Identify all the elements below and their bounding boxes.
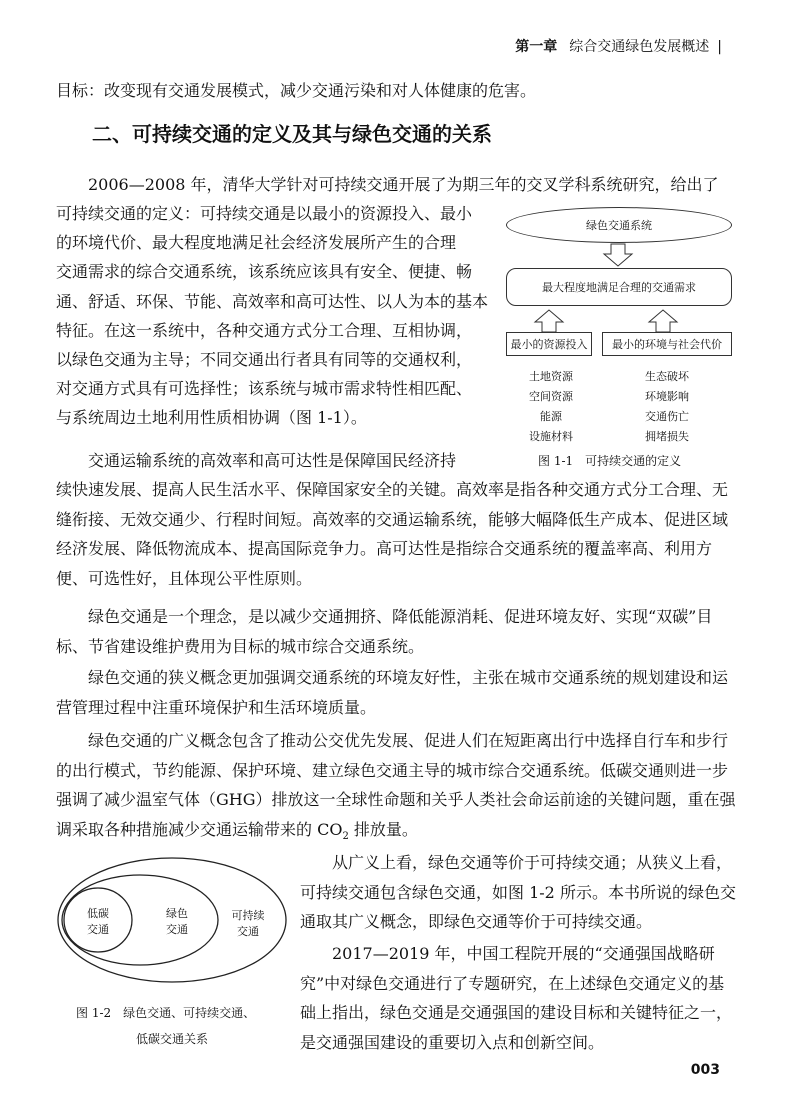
para2-body: 续快速发展、提高人民生活水平、保障国家安全的关键。高效率是指各种交通方式分工合理、无缝衔接、无效交通少、行程时间短。高效率的交通运输系统，能够大幅降低生产成本、促进区域经济发展、降低物流成本、提高国际竞争力。高可达性是指综合交通系统的覆盖率高、利用方便、可选性好，且体现公平性原则。 (56, 480, 729, 588)
sustainable-label-line: 交通 (237, 925, 259, 938)
para7: 2017—2019 年，中国工程院开展的“交通强国战略研究”中对绿色交通进行了专题研究，在上述绿色交通定义的基础上指出，绿色交通是交通强国的建设目标和关键特征之一，是交通强国建设的重要切入点和创新空间。 (300, 944, 733, 1052)
figure-1-1 (498, 198, 738, 468)
running-header (515, 36, 722, 56)
green-transport-label-line: 绿色 (166, 907, 188, 920)
cost-item: 环境影响 (645, 390, 689, 403)
para3: 绿色交通是一个理念，是以减少交通拥挤、降低能源消耗、促进环境友好、实现“双碳”目标、节省建设维护费用为目标的城市综合交通系统。 (56, 607, 713, 656)
header-bar: | (717, 39, 722, 55)
figure-1-2-caption-line2: 低碳交通关系 (136, 1032, 209, 1046)
min-env-cost-box: 最小的环境与社会代价 (602, 332, 732, 356)
para1-line: 以绿色交通为主导；不同交通出行者具有同等的交通权利， (56, 350, 473, 370)
intro-line: 目标：改变现有交通发展模式，减少交通污染和对人体健康的危害。 (56, 81, 537, 100)
resource-item: 空间资源 (529, 390, 573, 403)
para5 (56, 726, 736, 851)
figure-1-1-caption: 图 1-1 可持续交通的定义 (538, 454, 682, 468)
para2-line1: 交通运输系统的高效率和高可达性是保障国民经济持 (88, 451, 457, 470)
chapter-title: 综合交通绿色发展概述 (569, 39, 710, 55)
figure-1-2-caption-line1: 图 1-2 绿色交通、可持续交通、 (76, 1006, 256, 1020)
resource-item: 土地资源 (529, 370, 573, 383)
cost-item: 生态破坏 (645, 370, 689, 383)
para1-line: 通、舒适、环保、节能、高效率和高可达性、以人为本的基本 (56, 291, 489, 311)
para1-body (56, 199, 492, 433)
low-carbon-label (74, 906, 122, 938)
resource-item: 能源 (540, 410, 562, 423)
para1-line: 的环境代价、最大程度地满足社会经济发展所产生的合理 (56, 233, 457, 253)
para1-line: 与系统周边土地利用性质相协调（图 1-1）。 (56, 408, 367, 428)
low-carbon-label-line: 交通 (87, 923, 109, 936)
green-transport-label-line: 交通 (166, 923, 188, 936)
chapter-number: 第一章 (515, 39, 558, 55)
co2-subscript: 2 (342, 830, 349, 842)
section-title: 二、可持续交通的定义及其与绿色交通的关系 (92, 122, 492, 146)
cost-item: 拥堵损失 (645, 430, 689, 443)
min-resource-box: 最小的资源投入 (506, 332, 592, 356)
para1-line1: 2006—2008 年，清华大学针对可持续交通开展了为期三年的交叉学科系统研究，给出了 (88, 175, 719, 194)
para4: 绿色交通的狭义概念更加强调交通系统的环境友好性，主张在城市交通系统的规划建设和运营管理过程中注重环境保护和生活环境质量。 (56, 668, 729, 717)
para6: 从广义上看，绿色交通等价于可持续交通；从狭义上看，可持续交通包含绿色交通，如图 1-2 所示。本书所说的绿色交通取其广义概念，即绿色交通等价于可持续交通。 (300, 853, 736, 931)
para5-main: 绿色交通的广义概念包含了推动公交优先发展、促进人们在短距离出行中选择自行车和步行的出行模式，节约能源、保护环境、建立绿色交通主导的城市综合交通系统。低碳交通则进一步强调了减少温室气体（GHG）排放这一全球性命题和关乎人类社会命运前途的关键问题，重在强调采取各种措施减少交通运输带来的 CO (56, 731, 736, 839)
sustainable-label (220, 908, 276, 940)
para1-line: 可持续交通的定义：可持续交通是以最小的资源投入、最小 (56, 204, 473, 223)
figure-1-2 (50, 848, 300, 1058)
green-transport-system-ellipse: 绿色交通系统 (506, 207, 732, 243)
para1-line: 对交通方式具有可选择性；该系统与城市需求特性相匹配、 (56, 379, 473, 399)
green-transport-label (152, 906, 202, 938)
max-demand-box: 最大程度地满足合理的交通需求 (506, 268, 732, 306)
page-number: 003 (690, 1062, 720, 1078)
cost-item: 交通伤亡 (645, 410, 689, 423)
sustainable-label-line: 可持续 (231, 909, 265, 922)
para1-line: 交通需求的综合交通系统，该系统应该具有安全、便捷、畅 (56, 262, 473, 282)
low-carbon-label-line: 低碳 (87, 907, 109, 920)
para1-line: 特征。在这一系统中，各种交通方式分工合理、互相协调， (56, 320, 473, 340)
para5-tail: 排放量。 (348, 819, 418, 839)
resource-item: 设施材料 (529, 430, 573, 443)
